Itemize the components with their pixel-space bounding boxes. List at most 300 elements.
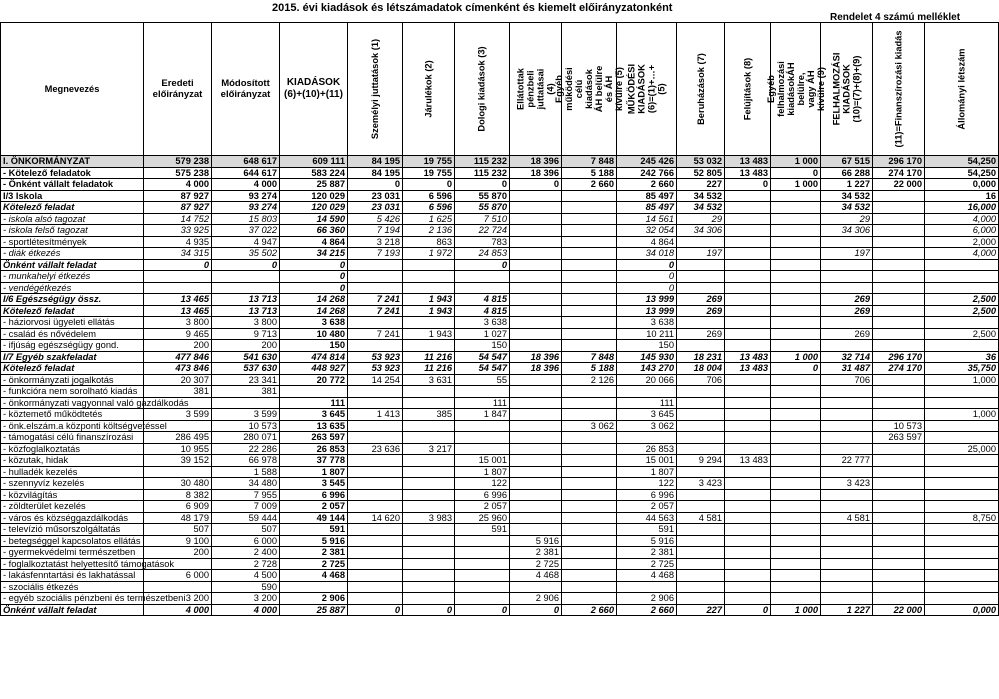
cell-value: 7 955 (212, 489, 280, 501)
cell-value: 579 238 (144, 156, 212, 168)
cell-value: 245 426 (617, 156, 677, 168)
cell-value: 1 027 (455, 328, 510, 340)
cell-value (562, 489, 617, 501)
cell-value (562, 282, 617, 294)
cell-value (677, 443, 725, 455)
cell-value: 507 (144, 524, 212, 536)
cell-value: 381 (144, 386, 212, 398)
cell-value: 269 (821, 294, 873, 306)
annex-label: Rendelet 4 számú melléklet (830, 12, 961, 23)
cell-value (403, 386, 455, 398)
cell-value (510, 282, 562, 294)
table-row (1, 478, 999, 490)
cell-value: 13 483 (725, 455, 771, 467)
cell-value: 14 752 (144, 213, 212, 225)
cell-value (925, 581, 999, 593)
cell-value: 16 (925, 190, 999, 202)
cell-value: 59 444 (212, 512, 280, 524)
table-row (1, 328, 999, 340)
cell-value: 6 596 (403, 202, 455, 214)
cell-value (873, 190, 925, 202)
cell-value: 4 935 (144, 236, 212, 248)
cell-value (873, 409, 925, 421)
cell-value: 0 (403, 604, 455, 616)
cell-value: 3 638 (617, 317, 677, 329)
cell-value (510, 225, 562, 237)
header-accumulation-total: FELHALMOZÁSI KIADÁSOK (10)=(7)+(8)+(9) (821, 23, 873, 156)
cell-value (348, 593, 403, 605)
cell-value: 1 000 (771, 179, 821, 191)
cell-value: 4 581 (677, 512, 725, 524)
cell-value (403, 593, 455, 605)
cell-value: 34 315 (144, 248, 212, 260)
cell-value (403, 478, 455, 490)
cell-value (821, 432, 873, 444)
cell-value: 1 807 (455, 466, 510, 478)
cell-value: 4 000 (144, 179, 212, 191)
cell-value (212, 397, 280, 409)
cell-value: 609 111 (280, 156, 348, 168)
cell-value (617, 581, 677, 593)
cell-value: 34 532 (821, 202, 873, 214)
row-label: I/3 Iskola (1, 190, 144, 202)
cell-value (821, 397, 873, 409)
cell-value: 145 930 (617, 351, 677, 363)
cell-value: 35,750 (925, 363, 999, 375)
cell-value: 2 725 (280, 558, 348, 570)
cell-value: 29 (677, 213, 725, 225)
cell-value: 33 925 (144, 225, 212, 237)
cell-value: 44 563 (617, 512, 677, 524)
cell-value: 1 227 (821, 604, 873, 616)
cell-value: 6 000 (212, 535, 280, 547)
cell-value: 1,000 (925, 374, 999, 386)
row-label: - közutak, hidak (1, 455, 144, 467)
cell-value (677, 489, 725, 501)
cell-value: 2 725 (510, 558, 562, 570)
cell-value: 26 853 (280, 443, 348, 455)
cell-value: 4 864 (617, 236, 677, 248)
cell-value (562, 317, 617, 329)
cell-value: 448 927 (280, 363, 348, 375)
cell-value: 648 617 (212, 156, 280, 168)
cell-value: 0 (771, 363, 821, 375)
cell-value (771, 524, 821, 536)
row-label: - önkormányzati jogalkotás (1, 374, 144, 386)
cell-value (348, 259, 403, 271)
cell-value (562, 386, 617, 398)
table-row (1, 593, 999, 605)
row-label: - Kötelező feladatok (1, 167, 144, 179)
cell-value (821, 271, 873, 283)
cell-value (455, 282, 510, 294)
table-row (1, 558, 999, 570)
cell-value (725, 443, 771, 455)
cell-value: 5 916 (280, 535, 348, 547)
cell-value (725, 420, 771, 432)
cell-value: 2 057 (280, 501, 348, 513)
cell-value (725, 593, 771, 605)
cell-value: 5 426 (348, 213, 403, 225)
cell-value (771, 478, 821, 490)
cell-value (455, 570, 510, 582)
cell-value (348, 478, 403, 490)
cell-value: 4 815 (455, 305, 510, 317)
cell-value (677, 466, 725, 478)
cell-value (771, 512, 821, 524)
cell-value (771, 420, 821, 432)
cell-value: 537 630 (212, 363, 280, 375)
table-row (1, 409, 999, 421)
cell-value: 35 502 (212, 248, 280, 260)
cell-value: 22 286 (212, 443, 280, 455)
row-label: - ifjúság egészségügy gond. (1, 340, 144, 352)
cell-value (725, 305, 771, 317)
cell-value: 0 (280, 259, 348, 271)
cell-value (725, 282, 771, 294)
cell-value (821, 593, 873, 605)
cell-value: 0,000 (925, 604, 999, 616)
cell-value (403, 259, 455, 271)
cell-value (771, 386, 821, 398)
cell-value: 3 423 (677, 478, 725, 490)
cell-value: 1 807 (280, 466, 348, 478)
cell-value: 55 (455, 374, 510, 386)
sheet-title: 2015. évi kiadások és létszámadatok címenként és kiemelt előirányzatonként (272, 2, 673, 14)
cell-value: 3 638 (455, 317, 510, 329)
row-label: - sportlétesítmények (1, 236, 144, 248)
cell-value: 37 022 (212, 225, 280, 237)
cell-value (771, 225, 821, 237)
cell-value: 0 (455, 604, 510, 616)
cell-value (725, 236, 771, 248)
cell-value: 4 864 (280, 236, 348, 248)
cell-value: 54 547 (455, 363, 510, 375)
cell-value: 20 066 (617, 374, 677, 386)
cell-value (562, 558, 617, 570)
cell-value (677, 535, 725, 547)
cell-value (348, 524, 403, 536)
cell-value (562, 593, 617, 605)
table-row (1, 225, 999, 237)
cell-value: 2 381 (510, 547, 562, 559)
cell-value: 1 807 (617, 466, 677, 478)
cell-value (873, 271, 925, 283)
cell-value: 34 306 (677, 225, 725, 237)
cell-value (455, 535, 510, 547)
cell-value (677, 420, 725, 432)
cell-value: 4 815 (455, 294, 510, 306)
cell-value: 0 (725, 604, 771, 616)
cell-value: 48 179 (144, 512, 212, 524)
row-label: - család és nővédelem (1, 328, 144, 340)
cell-value (562, 294, 617, 306)
row-label: - egyéb szociális pénzbeni és természetbeni (1, 593, 144, 605)
cell-value (821, 581, 873, 593)
cell-value: 477 846 (144, 351, 212, 363)
row-label: - önkormányzati vagyonnal való gazdálkodás (1, 397, 144, 409)
cell-value: 200 (144, 547, 212, 559)
cell-value: 111 (280, 397, 348, 409)
cell-value (925, 282, 999, 294)
cell-value (873, 202, 925, 214)
cell-value: 20 772 (280, 374, 348, 386)
cell-value (510, 271, 562, 283)
cell-value: 263 597 (280, 432, 348, 444)
header-total: KIADÁSOK (6)+(10)+(11) (280, 23, 348, 156)
cell-value: 67 515 (821, 156, 873, 168)
cell-value (510, 202, 562, 214)
cell-value (403, 455, 455, 467)
cell-value: 200 (144, 340, 212, 352)
cell-value (510, 340, 562, 352)
cell-value (455, 593, 510, 605)
cell-value (925, 547, 999, 559)
cell-value: 1 000 (771, 604, 821, 616)
cell-value: 197 (821, 248, 873, 260)
cell-value: 2 728 (212, 558, 280, 570)
cell-value: 4 000 (212, 604, 280, 616)
table-row (1, 455, 999, 467)
cell-value: 0,000 (925, 179, 999, 191)
cell-value: 9 713 (212, 328, 280, 340)
cell-value (455, 581, 510, 593)
cell-value: 31 487 (821, 363, 873, 375)
cell-value: 1,000 (925, 409, 999, 421)
cell-value (771, 466, 821, 478)
cell-value (510, 489, 562, 501)
cell-value: 4 581 (821, 512, 873, 524)
cell-value (771, 409, 821, 421)
cell-value: 1 588 (212, 466, 280, 478)
table-row (1, 466, 999, 478)
row-label: Önként vállalt feladat (1, 604, 144, 616)
cell-value (925, 420, 999, 432)
cell-value (821, 386, 873, 398)
row-label: - város és községgazdálkodás (1, 512, 144, 524)
row-label: - közfoglalkoztatás (1, 443, 144, 455)
cell-value (348, 317, 403, 329)
cell-value: 0 (510, 179, 562, 191)
cell-value: 286 495 (144, 432, 212, 444)
table-row (1, 156, 999, 168)
cell-value: 34 306 (821, 225, 873, 237)
table-row (1, 213, 999, 225)
cell-value (821, 570, 873, 582)
cell-value (873, 558, 925, 570)
cell-value (873, 478, 925, 490)
cell-value (771, 282, 821, 294)
cell-value (725, 558, 771, 570)
cell-value: 13 713 (212, 294, 280, 306)
cell-value: 0 (280, 282, 348, 294)
cell-value (873, 225, 925, 237)
cell-value (403, 317, 455, 329)
row-label: - televízió műsorszolgáltatás (1, 524, 144, 536)
cell-value (403, 397, 455, 409)
table-row (1, 305, 999, 317)
cell-value (677, 386, 725, 398)
cell-value (510, 409, 562, 421)
cell-value (821, 501, 873, 513)
cell-value (677, 259, 725, 271)
cell-value (725, 202, 771, 214)
table-row (1, 386, 999, 398)
cell-value (771, 455, 821, 467)
cell-value (455, 558, 510, 570)
cell-value (510, 213, 562, 225)
cell-value: 18 396 (510, 167, 562, 179)
cell-value (873, 466, 925, 478)
cell-value: 23 341 (212, 374, 280, 386)
cell-value (562, 397, 617, 409)
cell-value (677, 570, 725, 582)
cell-value (403, 282, 455, 294)
cell-value: 34 532 (677, 202, 725, 214)
table-body (1, 156, 999, 616)
cell-value (771, 570, 821, 582)
cell-value: 16,000 (925, 202, 999, 214)
cell-value (725, 225, 771, 237)
cell-value: 3 638 (280, 317, 348, 329)
cell-value (725, 409, 771, 421)
table-row (1, 489, 999, 501)
cell-value (771, 317, 821, 329)
cell-value (562, 340, 617, 352)
header-row (1, 23, 999, 156)
cell-value (925, 535, 999, 547)
cell-value: 25 887 (280, 179, 348, 191)
cell-value (617, 432, 677, 444)
cell-value: 274 170 (873, 167, 925, 179)
header-material: Dologi kiadások (3) (455, 23, 510, 156)
table-row (1, 443, 999, 455)
cell-value: 15 001 (455, 455, 510, 467)
cell-value: 32 054 (617, 225, 677, 237)
cell-value (821, 236, 873, 248)
cell-value: 93 274 (212, 190, 280, 202)
cell-value: 13 465 (144, 294, 212, 306)
cell-value (403, 524, 455, 536)
cell-value (510, 455, 562, 467)
cell-value (562, 547, 617, 559)
cell-value: 25 960 (455, 512, 510, 524)
cell-value (510, 501, 562, 513)
cell-value: 0 (455, 259, 510, 271)
header-original: Eredeti előirányzat (144, 23, 212, 156)
cell-value (562, 570, 617, 582)
cell-value (771, 328, 821, 340)
cell-value (725, 397, 771, 409)
cell-value (348, 558, 403, 570)
cell-value: 1 625 (403, 213, 455, 225)
cell-value: 54,250 (925, 167, 999, 179)
cell-value (677, 282, 725, 294)
cell-value (677, 340, 725, 352)
cell-value: 3 631 (403, 374, 455, 386)
cell-value (725, 317, 771, 329)
cell-value: 1 972 (403, 248, 455, 260)
table-row (1, 581, 999, 593)
cell-value: 18 396 (510, 156, 562, 168)
cell-value: 6 596 (403, 190, 455, 202)
cell-value (144, 271, 212, 283)
cell-value: 5 916 (510, 535, 562, 547)
cell-value (403, 489, 455, 501)
cell-value (725, 489, 771, 501)
cell-value (725, 294, 771, 306)
cell-value: 22 000 (873, 604, 925, 616)
cell-value: 18 396 (510, 363, 562, 375)
cell-value: 122 (617, 478, 677, 490)
row-label: - szociális étkezés (1, 581, 144, 593)
cell-value (725, 547, 771, 559)
cell-value: 25,000 (925, 443, 999, 455)
cell-value (873, 524, 925, 536)
cell-value (348, 535, 403, 547)
cell-value (725, 271, 771, 283)
cell-value: 3 800 (212, 317, 280, 329)
cell-value (455, 443, 510, 455)
cell-value (348, 386, 403, 398)
cell-value (510, 328, 562, 340)
cell-value: 541 630 (212, 351, 280, 363)
cell-value: 18 004 (677, 363, 725, 375)
row-label: - diák étkezés (1, 248, 144, 260)
cell-value: 7 848 (562, 156, 617, 168)
row-label: Kötelező feladat (1, 202, 144, 214)
cell-value (562, 305, 617, 317)
cell-value: 10 573 (873, 420, 925, 432)
cell-value (562, 190, 617, 202)
cell-value (403, 466, 455, 478)
cell-value: 9 465 (144, 328, 212, 340)
cell-value (725, 328, 771, 340)
cell-value (562, 535, 617, 547)
cell-value (510, 386, 562, 398)
cell-value: 197 (677, 248, 725, 260)
cell-value: 3 200 (144, 593, 212, 605)
table-row (1, 535, 999, 547)
cell-value: 111 (455, 397, 510, 409)
cell-value (510, 478, 562, 490)
cell-value: 242 766 (617, 167, 677, 179)
cell-value: 590 (212, 581, 280, 593)
cell-value: 19 755 (403, 156, 455, 168)
cell-value: 18 231 (677, 351, 725, 363)
cell-value: 7 241 (348, 305, 403, 317)
cell-value: 120 029 (280, 202, 348, 214)
cell-value (348, 489, 403, 501)
cell-value (725, 386, 771, 398)
cell-value (280, 581, 348, 593)
cell-value (403, 432, 455, 444)
table-row (1, 202, 999, 214)
cell-value: 84 195 (348, 167, 403, 179)
cell-value (771, 248, 821, 260)
cell-value (510, 236, 562, 248)
cell-value (771, 581, 821, 593)
cell-value (771, 374, 821, 386)
cell-value (821, 409, 873, 421)
cell-value: 66 978 (212, 455, 280, 467)
table-row (1, 271, 999, 283)
cell-value: 2 126 (562, 374, 617, 386)
cell-value: 14 254 (348, 374, 403, 386)
cell-value: 11 216 (403, 351, 455, 363)
cell-value: 7 009 (212, 501, 280, 513)
cell-value (562, 512, 617, 524)
